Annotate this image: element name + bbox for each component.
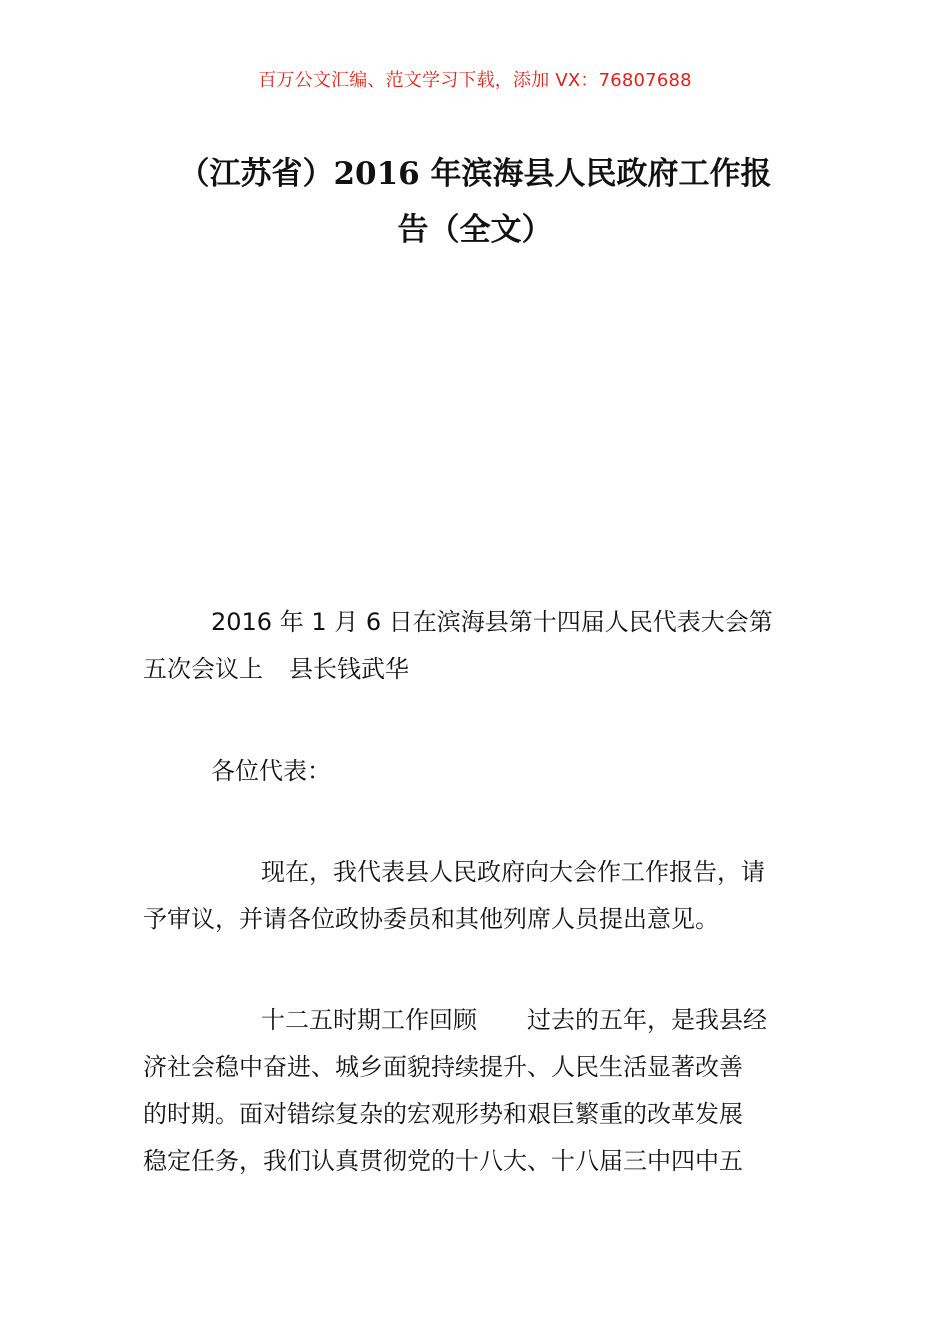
date-line-1: 2016 年 1 月 6 日在滨海县第十四届人民代表大会第 xyxy=(211,608,773,636)
intro-paragraph xyxy=(143,849,807,943)
title-line-1: （江苏省）2016 年滨海县人民政府工作报 xyxy=(178,156,772,192)
review-line-4: 稳定任务，我们认真贯彻党的十八大、十八届三中四中五 xyxy=(143,1147,743,1175)
date-paragraph xyxy=(143,599,807,693)
title-line-2: 告（全文） xyxy=(397,212,553,248)
speaker: 县长钱武华 xyxy=(289,655,409,683)
intro-line-1: 现在，我代表县人民政府向大会作工作报告，请 xyxy=(261,858,765,886)
review-line-1-text: 过去的五年，是我县经 xyxy=(527,1006,767,1034)
document-title xyxy=(143,146,807,258)
intro-line-2: 予审议，并请各位政协委员和其他列席人员提出意见。 xyxy=(143,905,719,933)
greeting-paragraph xyxy=(143,748,807,795)
review-paragraph xyxy=(143,997,807,1185)
review-line-3: 的时期。面对错综复杂的宏观形势和艰巨繁重的改革发展 xyxy=(143,1100,743,1128)
date-line-2 xyxy=(143,646,807,693)
header-watermark-note: 百万公文汇编、范文学习下载，添加 VX：76807688 xyxy=(258,70,692,91)
review-line-1 xyxy=(143,997,807,1044)
review-line-2: 济社会稳中奋进、城乡面貌持续提升、人民生活显著改善 xyxy=(143,1053,743,1081)
meeting-session: 五次会议上 xyxy=(143,655,263,683)
greeting: 各位代表： xyxy=(211,757,331,785)
section-heading: 十二五时期工作回顾 xyxy=(261,1006,477,1034)
